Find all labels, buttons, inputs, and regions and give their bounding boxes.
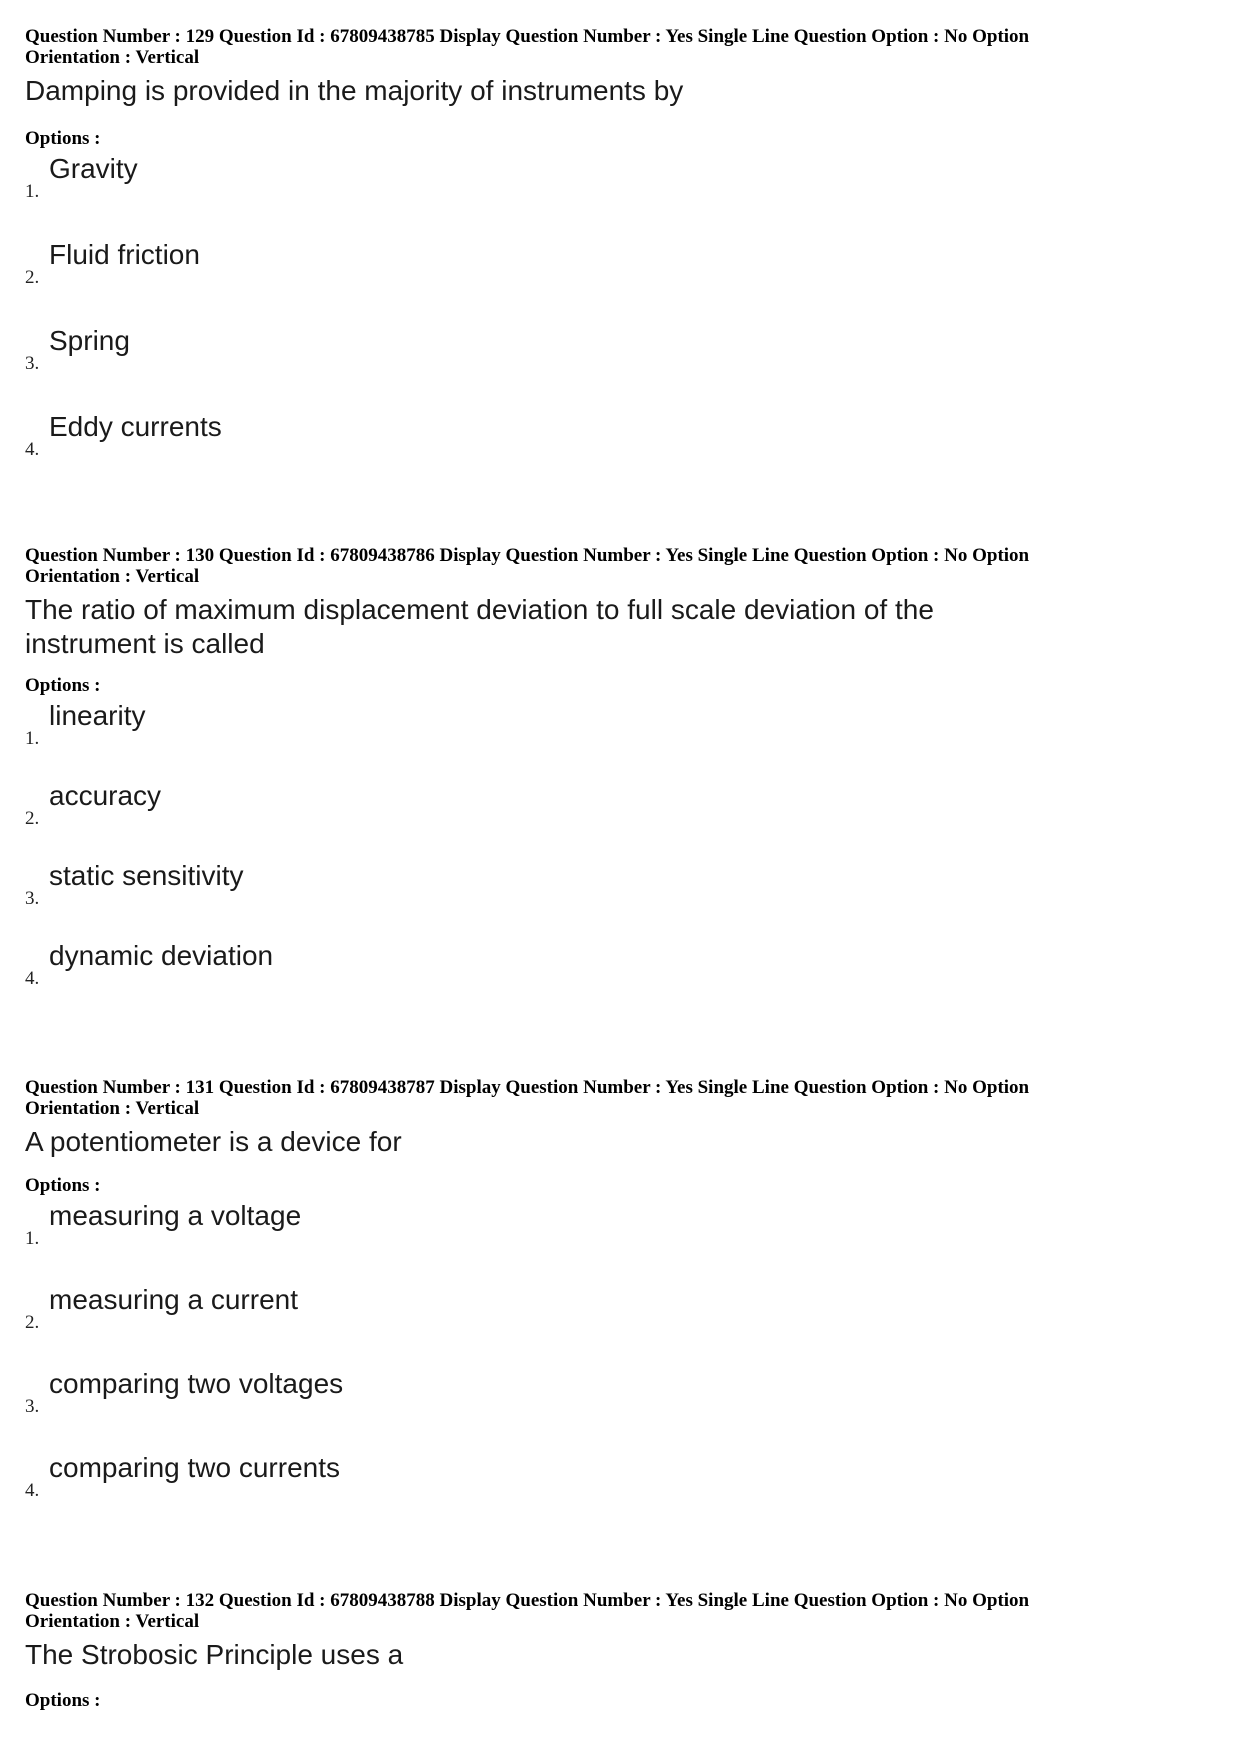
option-number: 2. bbox=[25, 808, 40, 829]
options-label: Options : bbox=[25, 128, 101, 149]
question-block bbox=[25, 26, 1215, 497]
option-text: accuracy bbox=[49, 780, 162, 811]
options-list bbox=[25, 153, 1215, 497]
option-number: 2. bbox=[25, 267, 40, 288]
question-block bbox=[25, 1590, 1215, 1711]
option-number: 1. bbox=[25, 181, 40, 202]
option-number: 1. bbox=[25, 728, 40, 749]
question-meta-line: Question Number : 131 Question Id : 67809438787 Display Question Number : Yes Single Line Question Option : No Option bbox=[25, 1077, 1030, 1098]
option-text: comparing two voltages bbox=[49, 1368, 344, 1399]
question-meta-line: Orientation : Vertical bbox=[25, 1098, 200, 1119]
question-meta bbox=[25, 545, 1215, 587]
option-number: 4. bbox=[25, 1480, 40, 1501]
option-number: 3. bbox=[25, 888, 40, 909]
question-text: The Strobosic Principle uses a bbox=[25, 1639, 404, 1670]
options-list bbox=[25, 1200, 1215, 1536]
option-number: 4. bbox=[25, 968, 40, 989]
question-meta-line: Orientation : Vertical bbox=[25, 47, 200, 68]
option-number: 3. bbox=[25, 353, 40, 374]
option-item[interactable] bbox=[25, 153, 1215, 239]
option-text: Eddy currents bbox=[49, 411, 222, 442]
option-text: Gravity bbox=[49, 153, 138, 184]
options-label: Options : bbox=[25, 1175, 101, 1196]
options-list bbox=[25, 700, 1215, 1020]
option-number: 3. bbox=[25, 1396, 40, 1417]
question-meta-line: Orientation : Vertical bbox=[25, 1611, 200, 1632]
option-item[interactable] bbox=[25, 325, 1215, 411]
option-item[interactable] bbox=[25, 1452, 1215, 1536]
option-item[interactable] bbox=[25, 860, 1215, 940]
options-label: Options : bbox=[25, 675, 101, 696]
option-text: measuring a voltage bbox=[49, 1200, 302, 1231]
option-text: Spring bbox=[49, 325, 130, 356]
option-number: 2. bbox=[25, 1312, 40, 1333]
option-text: dynamic deviation bbox=[49, 940, 274, 971]
option-item[interactable] bbox=[25, 411, 1215, 497]
option-item[interactable] bbox=[25, 780, 1215, 860]
option-item[interactable] bbox=[25, 700, 1215, 780]
question-meta bbox=[25, 1590, 1215, 1632]
question-meta bbox=[25, 26, 1215, 68]
question-meta-line: Question Number : 130 Question Id : 67809438786 Display Question Number : Yes Single Line Question Option : No Option bbox=[25, 545, 1030, 566]
question-meta-line: Question Number : 132 Question Id : 67809438788 Display Question Number : Yes Single Line Question Option : No Option bbox=[25, 1590, 1030, 1611]
question-meta-line: Orientation : Vertical bbox=[25, 566, 200, 587]
option-number: 1. bbox=[25, 1228, 40, 1249]
question-text: The ratio of maximum displacement deviation to full scale deviation of the instrument is called bbox=[25, 594, 934, 659]
question-meta bbox=[25, 1077, 1215, 1119]
question-text: A potentiometer is a device for bbox=[25, 1126, 402, 1157]
option-item[interactable] bbox=[25, 1368, 1215, 1452]
option-text: Fluid friction bbox=[49, 239, 200, 270]
question-meta-line: Question Number : 129 Question Id : 67809438785 Display Question Number : Yes Single Line Question Option : No Option bbox=[25, 26, 1030, 47]
option-item[interactable] bbox=[25, 1200, 1215, 1284]
question-block bbox=[25, 545, 1215, 1020]
option-text: comparing two currents bbox=[49, 1452, 341, 1483]
option-item[interactable] bbox=[25, 940, 1215, 1020]
option-item[interactable] bbox=[25, 239, 1215, 325]
options-label: Options : bbox=[25, 1690, 101, 1711]
option-text: linearity bbox=[49, 700, 146, 731]
question-block bbox=[25, 1077, 1215, 1536]
option-number: 4. bbox=[25, 439, 40, 460]
option-text: measuring a current bbox=[49, 1284, 299, 1315]
question-text: Damping is provided in the majority of instruments by bbox=[25, 75, 684, 106]
option-item[interactable] bbox=[25, 1284, 1215, 1368]
option-text: static sensitivity bbox=[49, 860, 244, 891]
